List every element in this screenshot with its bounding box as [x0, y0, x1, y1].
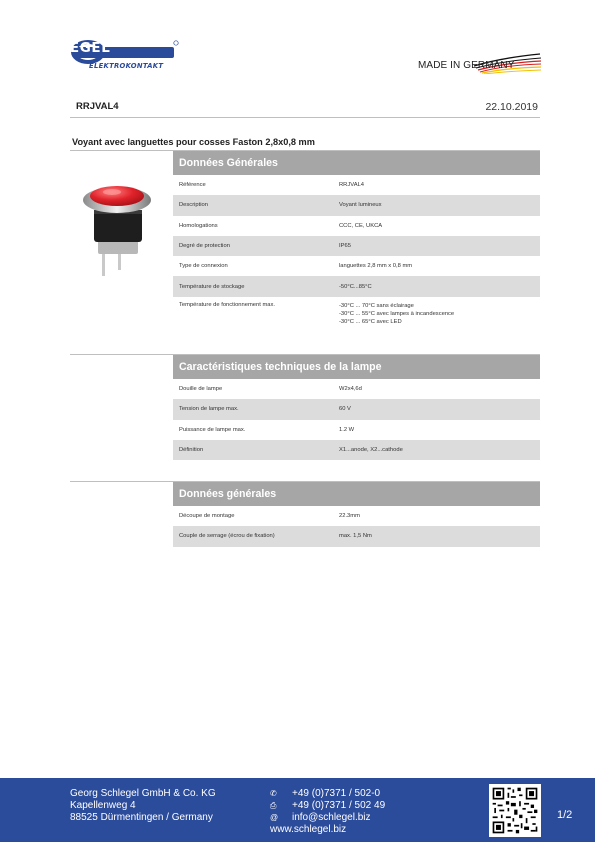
table-row: Degré de protection IP65 — [173, 236, 540, 256]
table-row: Description Voyant lumineux — [173, 195, 540, 215]
fax-number[interactable]: +49 (0)7371 / 502 49 — [292, 800, 386, 811]
table-row: Puissance de lampe max. 1.2 W — [179, 426, 355, 433]
table-row: Température de fonctionnement max. -30°C ... 70°C sans éclairage -30°C ... 55°C avec lampes à incandescence -30°C ... 65°C avec LED — [179, 301, 455, 326]
section-heading: Données générales — [173, 482, 540, 506]
table-row: Température de stockage -50°C...85°C — [173, 276, 540, 296]
email-link[interactable]: info@schlegel.biz — [292, 812, 371, 823]
table-row: Tension de lampe max. 60 V — [173, 399, 540, 419]
street: Kapellenweg 4 — [70, 800, 136, 811]
section-heading: Caractéristiques techniques de la lampe — [173, 355, 540, 379]
company-address — [70, 788, 216, 824]
at-icon: @ — [270, 813, 279, 822]
table-row: Type de connexion languettes 2,8 mm x 0,8 mm — [179, 263, 413, 270]
divider — [70, 117, 540, 118]
table-row: Homologations CCC, CE, UKCA — [179, 222, 383, 229]
table-row: Douille de lampe W2x4,6d — [179, 386, 362, 393]
brand-name: SCHLEGEL — [28, 40, 111, 56]
brand-subtitle: ELEKTROKONTAKT — [89, 62, 164, 70]
general-data-2-section — [173, 482, 540, 547]
website-link[interactable]: www.schlegel.biz — [270, 824, 347, 835]
product-image — [82, 180, 152, 284]
general-data-section — [173, 151, 540, 329]
document-date: 22.10.2019 — [485, 101, 538, 113]
page-number: 1/2 — [557, 809, 573, 821]
part-number: RRJVAL4 — [76, 101, 119, 112]
fax-icon: ⎙ — [270, 801, 277, 810]
table-row: Couple de serrage (écrou de fixation) max. 1,5 Nm — [173, 526, 540, 546]
phone-icon: ✆ — [270, 789, 277, 798]
table-row: Définition X1...anode, X2...cathode — [173, 440, 540, 460]
product-title: Voyant avec languettes pour cosses Faston 2,8x0,8 mm — [72, 137, 315, 147]
table-row: Découpe de montage 22.3mm — [179, 513, 360, 520]
city: 88525 Dürmentingen / Germany — [70, 812, 213, 823]
section-heading: Données Générales — [173, 151, 540, 175]
table-row: Référence RRJVAL4 — [179, 182, 365, 189]
qr-code — [489, 784, 541, 837]
company-name: Georg Schlegel GmbH & Co. KG — [70, 788, 216, 799]
lamp-specs-section — [173, 355, 540, 460]
contact-info — [270, 788, 385, 836]
made-in-label: MADE IN GERMANY — [418, 60, 515, 71]
phone-number[interactable]: +49 (0)7371 / 502-0 — [292, 788, 381, 799]
